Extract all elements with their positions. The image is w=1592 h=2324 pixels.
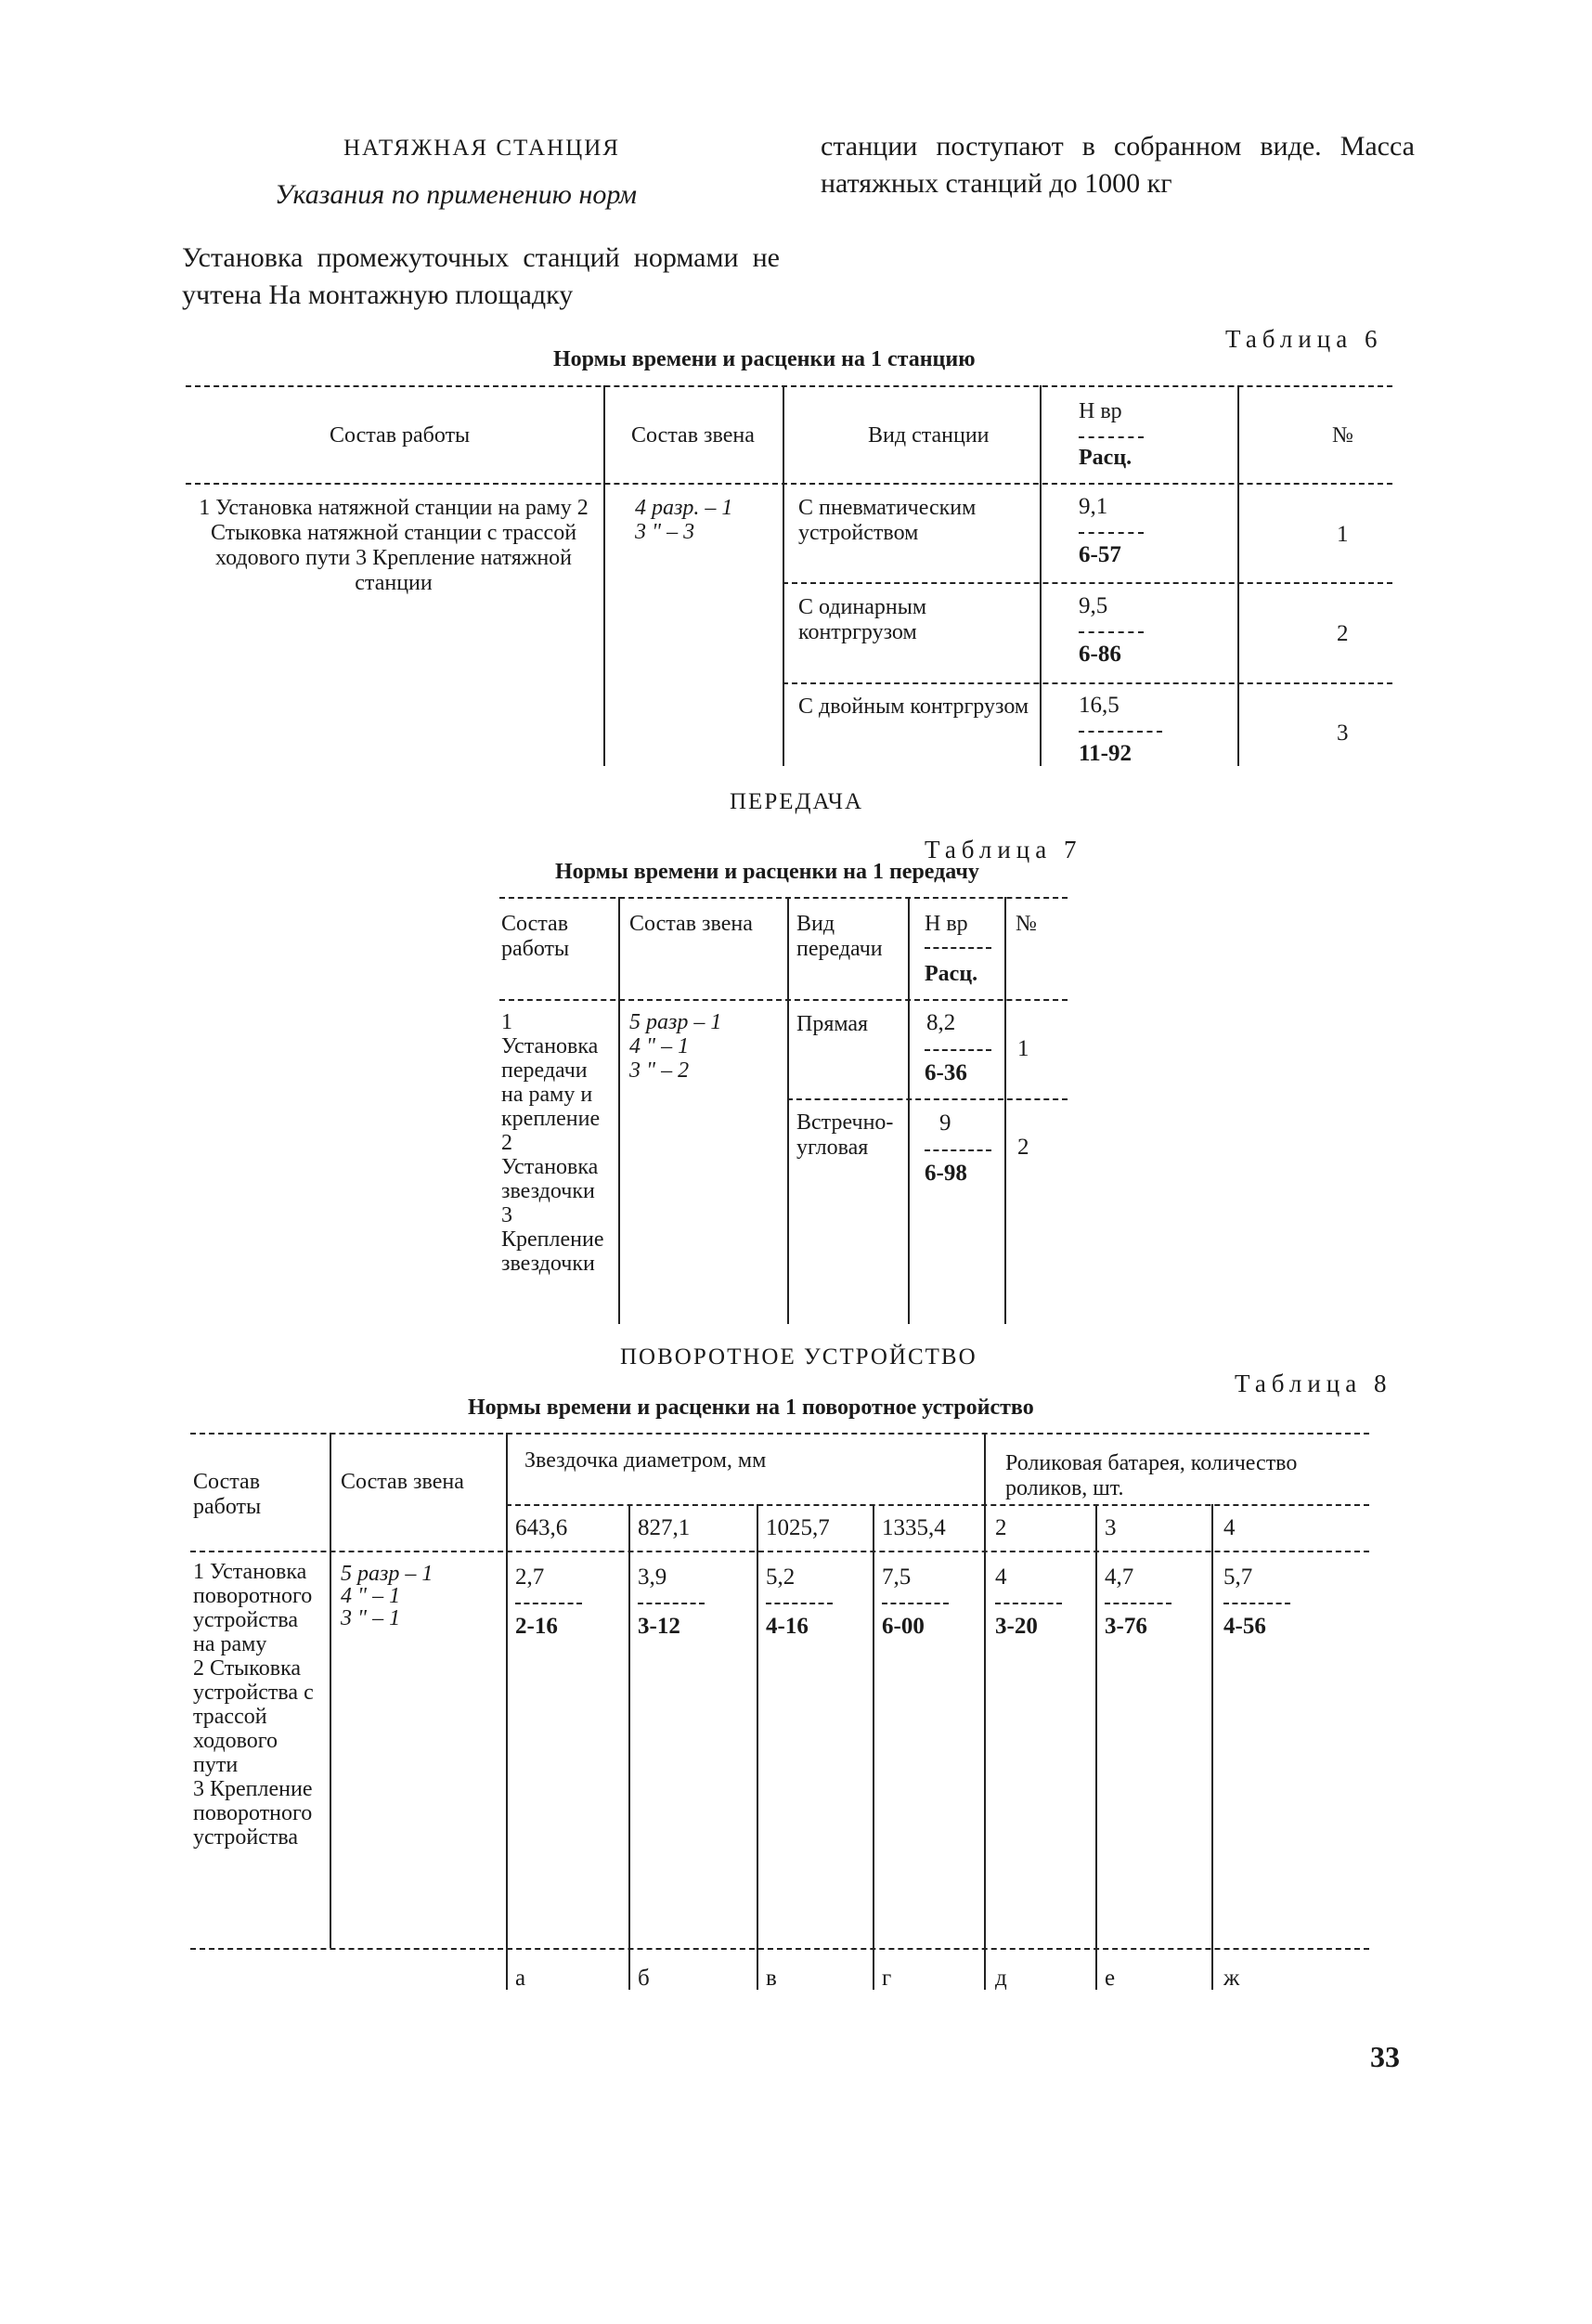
table7-crew-line: 5 разр – 1 (629, 1010, 722, 1034)
section-heading-turning-device: ПОВОРОТНОЕ УСТРОЙСТВО (620, 1344, 977, 1370)
table8-column-letter: ж (1223, 1966, 1240, 1991)
table6-caption: Нормы времени и расценки на 1 станцию (553, 347, 976, 371)
table6-row3-type: С двойным контргрузом (798, 695, 1029, 719)
table7-row1-type: Прямая (796, 1012, 869, 1036)
table8-column-letter: е (1105, 1966, 1116, 1991)
table7-crew-line: 3 " – 2 (629, 1058, 690, 1083)
table8-header-work: Состав работы (193, 1470, 262, 1519)
table8-rasc-value: 3-76 (1105, 1614, 1147, 1639)
table6-row2-hvr: 9,5 (1079, 593, 1108, 618)
table6-row1-hvr: 9,1 (1079, 494, 1108, 519)
table7-caption: Нормы времени и расценки на 1 передачу (555, 860, 979, 884)
table8-header-group-sprocket: Звездочка диаметром, мм (524, 1448, 767, 1473)
table8-crew-line: 5 разр – 1 (341, 1562, 434, 1586)
paragraph-left: Установка промежуточных станций нормами не учтена На монтажную площадку (182, 242, 780, 310)
table8-column-letter: в (766, 1966, 777, 1991)
table8-work-description: 1 Установка поворотного устройства на раму 2 Стыковка устройства с трассой ходового пути 3 Крепление поворотного устройства (193, 1560, 314, 1850)
table6-row2-type: С одинарным контргрузом (798, 595, 927, 644)
table8-hvr-value: 4,7 (1105, 1564, 1134, 1590)
table7-header-type: Вид передачи (796, 912, 883, 961)
table6-crew-line: 3 " – 3 (635, 520, 695, 544)
table8-column-head: 4 (1223, 1515, 1236, 1540)
table8-hvr-value: 3,9 (638, 1564, 667, 1590)
table6-crew-line: 4 разр. – 1 (635, 496, 733, 520)
table6-row1-type: С пневматическим устройством (798, 496, 977, 545)
table8-header-group-rollers: Роликовая батарея, количество роликов, шт. (1005, 1451, 1298, 1500)
paragraph-right: станции поступают в собранном виде. Масса натяжных станций до 1000 кг (821, 131, 1415, 199)
table7-row2-no: 2 (1017, 1135, 1029, 1160)
table8-crew-line: 4 " – 1 (341, 1584, 401, 1608)
table6-work-description: 1 Установка натяжной станции на раму 2 Стыковка натяжной станции с трассой ходового пути 3 Крепление натяжной станции (199, 496, 589, 595)
table7-row1-rasc: 6-36 (925, 1060, 967, 1085)
table8-rasc-value: 3-12 (638, 1614, 680, 1639)
table7-row2-type: Встречно-угловая (796, 1110, 894, 1160)
table6-row2-no: 2 (1337, 621, 1349, 646)
table7-row1-no: 1 (1017, 1036, 1029, 1061)
table7-header-rasc: Расц. (925, 962, 978, 986)
table6-row3-no: 3 (1337, 721, 1349, 746)
table8-column-letter: б (638, 1966, 650, 1991)
table7-row2-hvr: 9 (939, 1110, 951, 1136)
table7-header-crew: Состав звена (629, 912, 753, 936)
table8-label: Таблица 8 (1235, 1370, 1392, 1397)
table6-row1-rasc: 6-57 (1079, 542, 1121, 567)
section-heading-transmission: ПЕРЕДАЧА (730, 789, 864, 814)
table8-column-head: 827,1 (638, 1515, 691, 1540)
table8-column-letter: а (515, 1966, 526, 1991)
table7-crew-line: 4 " – 1 (629, 1034, 690, 1058)
table8-hvr-value: 5,2 (766, 1564, 796, 1590)
table7-label: Таблица 7 (925, 836, 1082, 863)
table8-rasc-value: 4-16 (766, 1614, 809, 1639)
table8-hvr-value: 4 (995, 1564, 1007, 1590)
table8-column-head: 643,6 (515, 1515, 568, 1540)
table6-header-work: Состав работы (330, 423, 471, 448)
table8-hvr-value: 7,5 (882, 1564, 912, 1590)
table6-label: Таблица 6 (1225, 325, 1383, 353)
table8-column-head: 3 (1105, 1515, 1117, 1540)
table8-crew-line: 3 " – 1 (341, 1606, 401, 1630)
table6-header-hvr: Н вр (1079, 399, 1122, 423)
table8-column-head: 2 (995, 1515, 1007, 1540)
table6-row3-rasc: 11-92 (1079, 741, 1132, 766)
table7-row1-hvr: 8,2 (926, 1010, 956, 1035)
table8-caption: Нормы времени и расценки на 1 поворотное устройство (468, 1396, 1034, 1420)
table8-column-letter: д (995, 1966, 1007, 1991)
table8-column-head: 1335,4 (882, 1515, 946, 1540)
table7-header-hvr: Н вр (925, 912, 968, 936)
table8-rasc-value: 6-00 (882, 1614, 925, 1639)
page-number: 33 (1370, 2040, 1400, 2073)
table6-header-type: Вид станции (868, 423, 990, 448)
table6-header-rasc: Расц. (1079, 446, 1133, 470)
table6-header-no: № (1332, 423, 1353, 448)
table8-column-head: 1025,7 (766, 1515, 830, 1540)
table7-row2-rasc: 6-98 (925, 1161, 967, 1186)
table8-rasc-value: 2-16 (515, 1614, 558, 1639)
table7-header-no: № (1016, 912, 1037, 936)
table8-hvr-value: 2,7 (515, 1564, 545, 1590)
table6-header-crew: Состав звена (631, 423, 755, 448)
subheading-usage-notes: Указания по применению норм (275, 179, 637, 210)
table6-row3-hvr: 16,5 (1079, 693, 1120, 718)
section-heading-tension-station: НАТЯЖНАЯ СТАНЦИЯ (343, 136, 620, 161)
table7-work-description: 1 Установка передачи на раму и крепление 2 Установка звездочки 3 Крепление звездочки (501, 1010, 604, 1276)
table8-rasc-value: 4-56 (1223, 1614, 1266, 1639)
table8-hvr-value: 5,7 (1223, 1564, 1253, 1590)
table6-row1-no: 1 (1337, 522, 1349, 547)
table7-header-work: Состав работы (501, 912, 570, 961)
table6-row2-rasc: 6-86 (1079, 642, 1121, 667)
table8-column-letter: г (882, 1966, 892, 1991)
table8-header-crew: Состав звена (341, 1470, 464, 1494)
table8-rasc-value: 3-20 (995, 1614, 1038, 1639)
